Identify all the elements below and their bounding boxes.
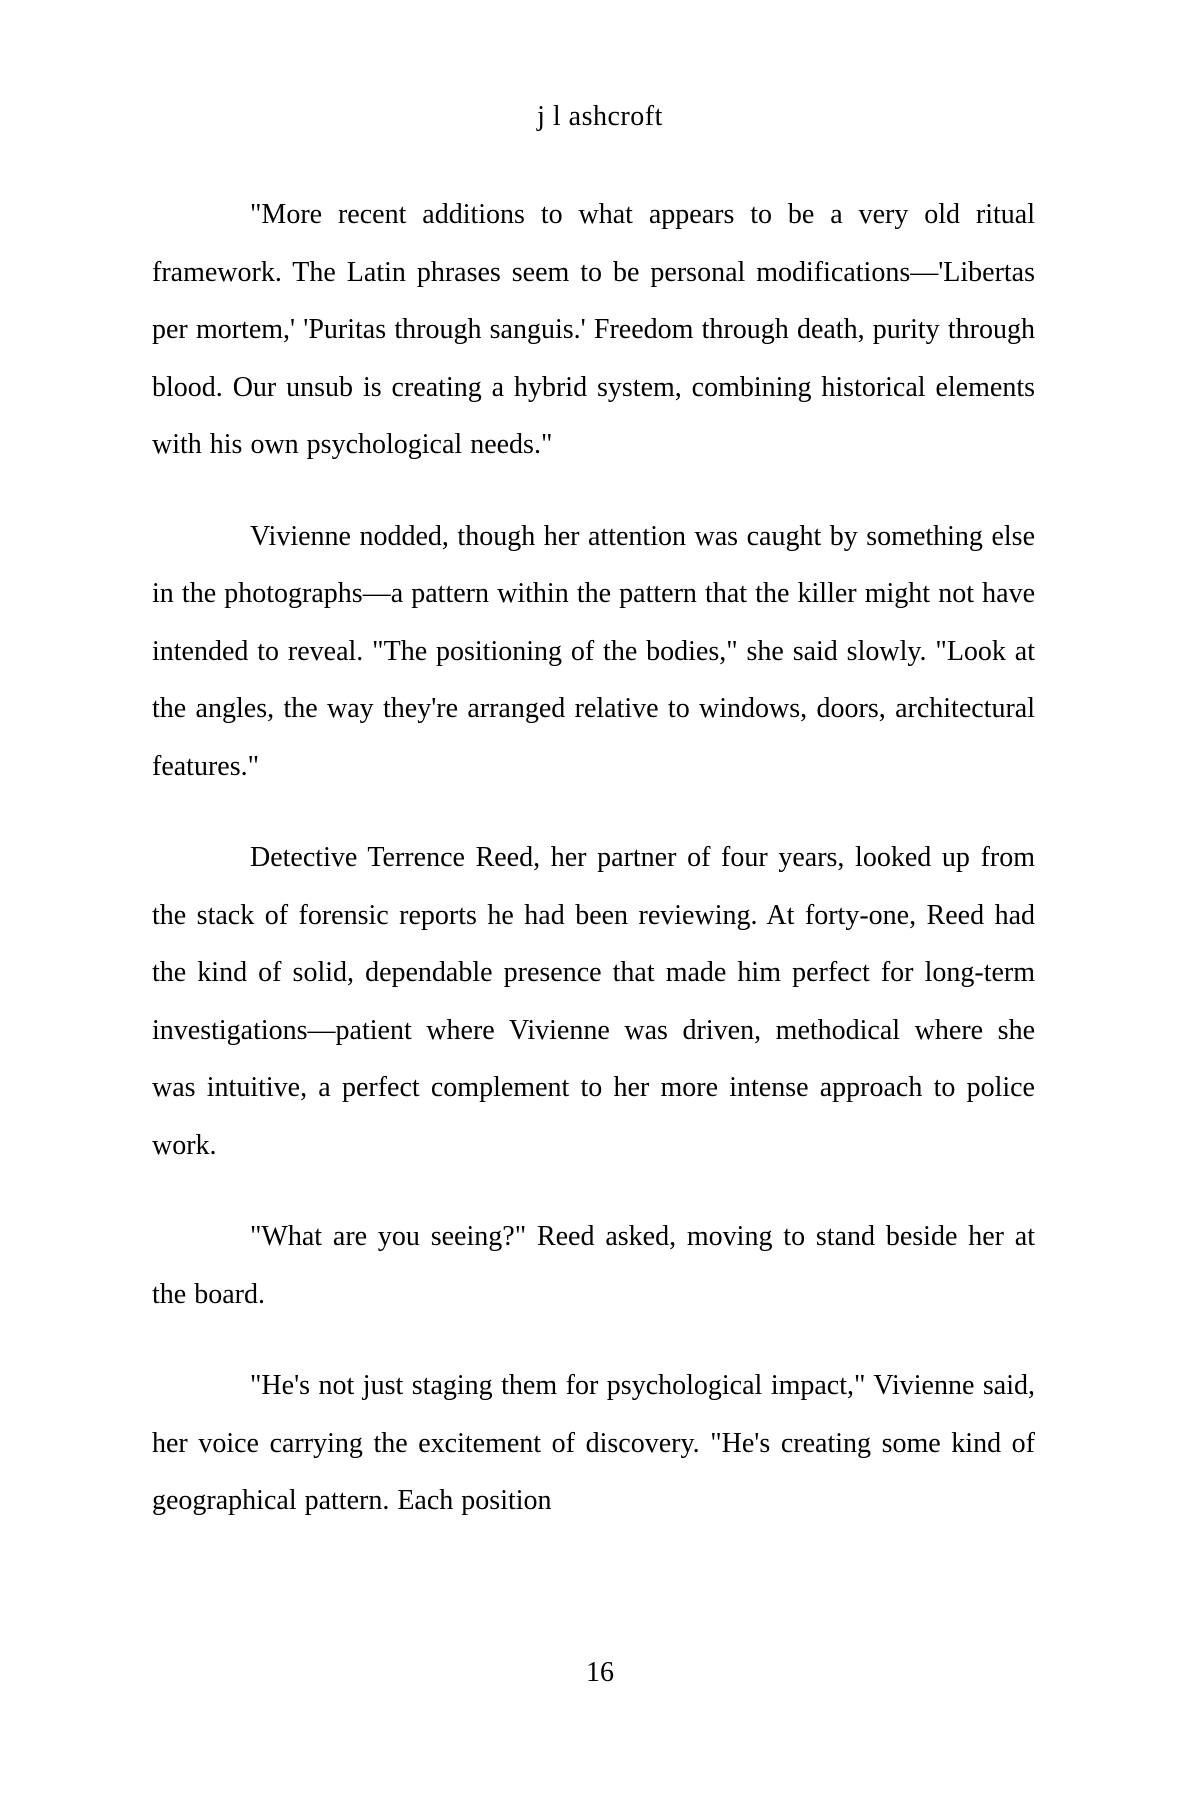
page-number: 16 — [586, 1657, 614, 1688]
body-paragraph: "More recent additions to what appears to be a very old ritual framework. The Latin phrases seem to be personal modifications—'Libertas per mortem,' 'Puritas through sanguis.' Freedom through death, purity through blood. Our unsub is creating a hybrid system, combining historical elements with his own psychological needs." — [152, 199, 1035, 460]
page-body-text — [152, 186, 1035, 1564]
body-paragraph: Vivienne nodded, though her attention was caught by something else in the photographs—a pattern within the pattern that the killer might not have intended to reveal. "The positioning of the bodies," she said slowly. "Look at the angles, the way they're arranged relative to windows, doors, architectural features." — [152, 520, 1035, 782]
running-header-author: j l ashcroft — [537, 101, 663, 132]
body-paragraph: "What are you seeing?" Reed asked, moving to stand beside her at the board. — [152, 1221, 1035, 1310]
body-paragraph: "He's not just staging them for psychological impact," Vivienne said, her voice carrying the excitement of discovery. "He's creating some kind of geographical pattern. Each position — [152, 1370, 1035, 1516]
body-paragraph: Detective Terrence Reed, her partner of four years, looked up from the stack of forensic reports he had been reviewing. At forty-one, Reed had the kind of solid, dependable presence that made him perfect for long-term investigations—patient where Vivienne was driven, methodical where she was intuitive, a perfect complement to her more intense approach to police work. — [152, 842, 1035, 1161]
